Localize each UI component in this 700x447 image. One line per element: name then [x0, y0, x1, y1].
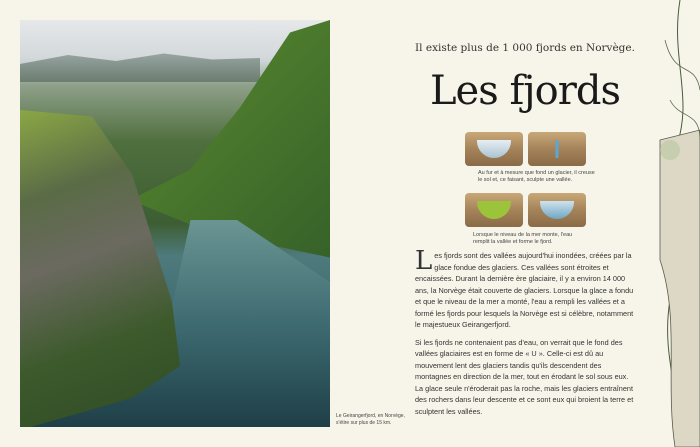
- tagline: Il existe plus de 1 000 fjords en Norvège.: [415, 42, 635, 54]
- paragraph-1: [415, 246, 637, 331]
- paragraph-2: Si les fjords ne contenaient pas d'eau, on verrait que le fond des vallées glaciaires est en forme de « U ». Celle-ci est dû au mouvement lent des glaciers tandis qu'ils descendent des montagnes en direction de la mer, tout en érodant le sol sous eux. La glace seule n'éroderait pas la roche, mais les glaciers entraînent des rochers dans leur descente et ce sont eux qui broient la terre et sculptent les vallées.: [415, 337, 634, 416]
- cliff-tree-illustration-icon: [640, 0, 700, 447]
- page-title: Les fjords: [429, 68, 621, 114]
- diagram-caption-1: Au fur et à mesure que fond un glacier, il creuse le sol et, ce faisant, sculpte une vallée.: [478, 170, 595, 184]
- diagram-fjord-water: [528, 193, 586, 227]
- fjord-photo: [20, 20, 330, 427]
- diagram-valley-river: [528, 132, 586, 166]
- diagram-caption-2: Lorsque le niveau de la mer monte, l'eau remplit la vallée et forme le fjord.: [473, 232, 573, 246]
- diagram-green-valley: [465, 193, 523, 227]
- diagram-glacier: [465, 132, 523, 166]
- paragraph-1-text: es fjords sont des vallées aujourd'hui inondées, créées par la glace fondue des glaciers. Ces vallées sont étroites et encaissées. Durant la dernière ère glaciaire, il y a environ 14 000 ans, la Norvège était couverte de glaciers. Lorsque la glace a fondu et que le niveau de la mer a monté, l'eau a rempli les vallées et a formé les fjords pour lesquels la Norvège est si célèbre, notamment le majestueux Geirangerfjord.: [415, 251, 634, 329]
- photo-caption: Le Geirangerfjord, en Norvège, s'étire sur plus de 15 km.: [336, 413, 405, 426]
- body-text: [415, 246, 637, 417]
- photo-left-cliff: [20, 110, 180, 427]
- drop-cap: L: [415, 246, 433, 276]
